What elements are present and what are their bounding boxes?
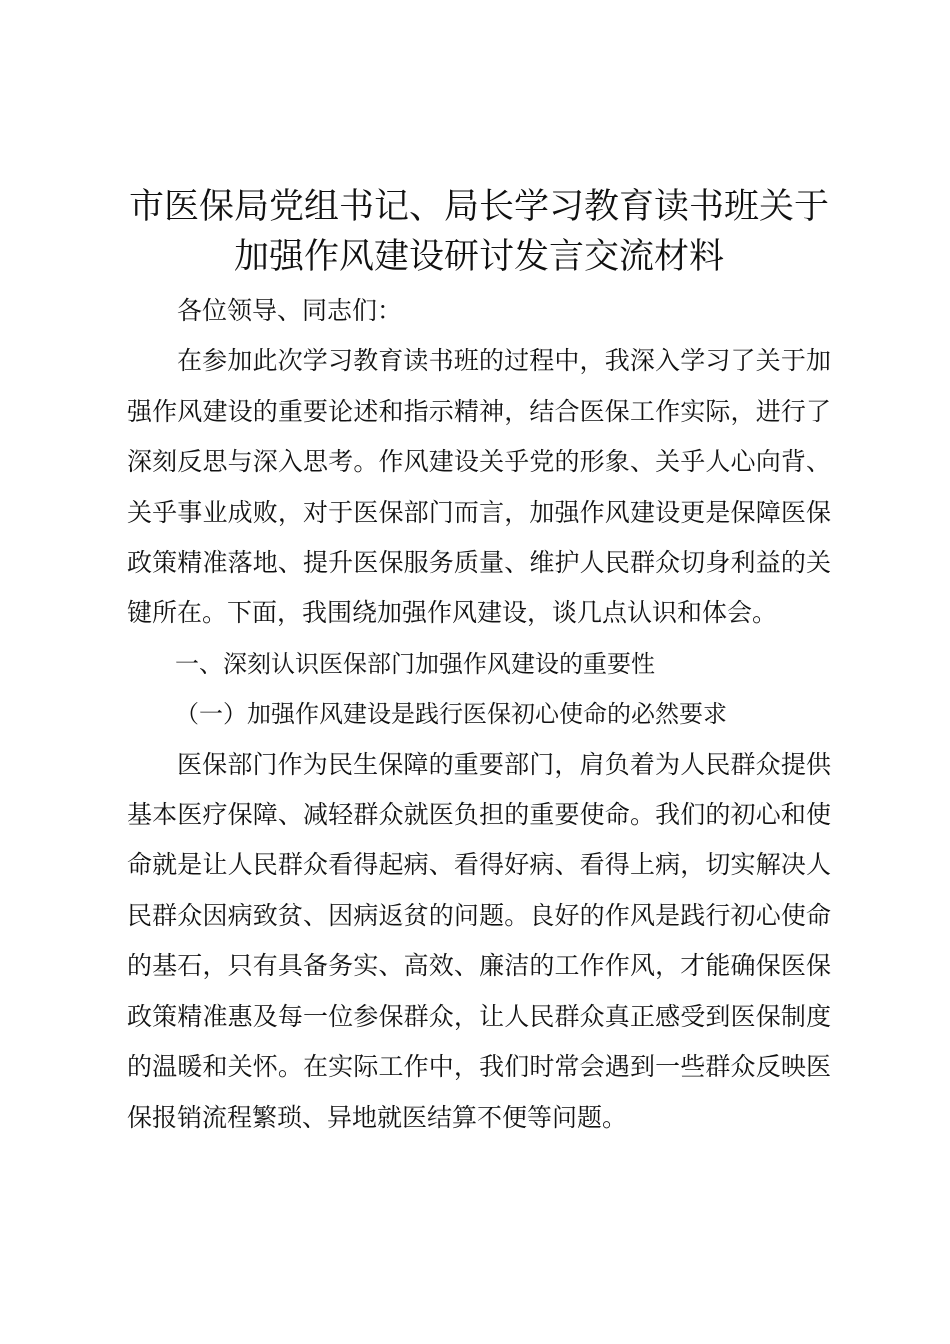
greeting: 各位领导、同志们： bbox=[177, 296, 403, 325]
document-content bbox=[127, 182, 831, 1143]
document-body bbox=[127, 286, 831, 1143]
paragraph-section-1-1: 医保部门作为民生保障的重要部门，肩负着为人民群众提供基本医疗保障、减轻群众就医负担的重要使命。我们的初心和使命就是让人民群众看得起病、看得好病、看得上病，切实解决人民群众因病致贫、因病返贫的问题。良好的作风是践行初心使命的基石，只有具备务实、高效、廉洁的工作作风，才能确保医保政策精准惠及每一位参保群众，让人民群众真正感受到医保制度的温暖和关怀。在实际工作中，我们时常会遇到一些群众反映医保报销流程繁琐、异地就医结算不便等问题。 bbox=[127, 749, 831, 1132]
paragraph-intro: 在参加此次学习教育读书班的过程中，我深入学习了关于加强作风建设的重要论述和指示精神，结合医保工作实际，进行了深刻反思与深入思考。作风建设关乎党的形象、关乎人心向背、关乎事业成败，对于医保部门而言，加强作风建设更是保障医保政策精准落地、提升医保服务质量、维护人民群众切身利益的关键所在。下面，我围绕加强作风建设，谈几点认识和体会。 bbox=[127, 346, 831, 628]
document-title-line1: 市医保局党组书记、局长学习教育读书班关于 bbox=[128, 187, 829, 227]
document-title-line2: 加强作风建设研讨发言交流材料 bbox=[233, 237, 724, 277]
subsection-heading-1-1: （一）加强作风建设是践行医保初心使命的必然要求 bbox=[175, 700, 727, 729]
document-title bbox=[127, 182, 831, 282]
section-heading-1: 一、深刻认识医保部门加强作风建设的重要性 bbox=[175, 649, 655, 678]
